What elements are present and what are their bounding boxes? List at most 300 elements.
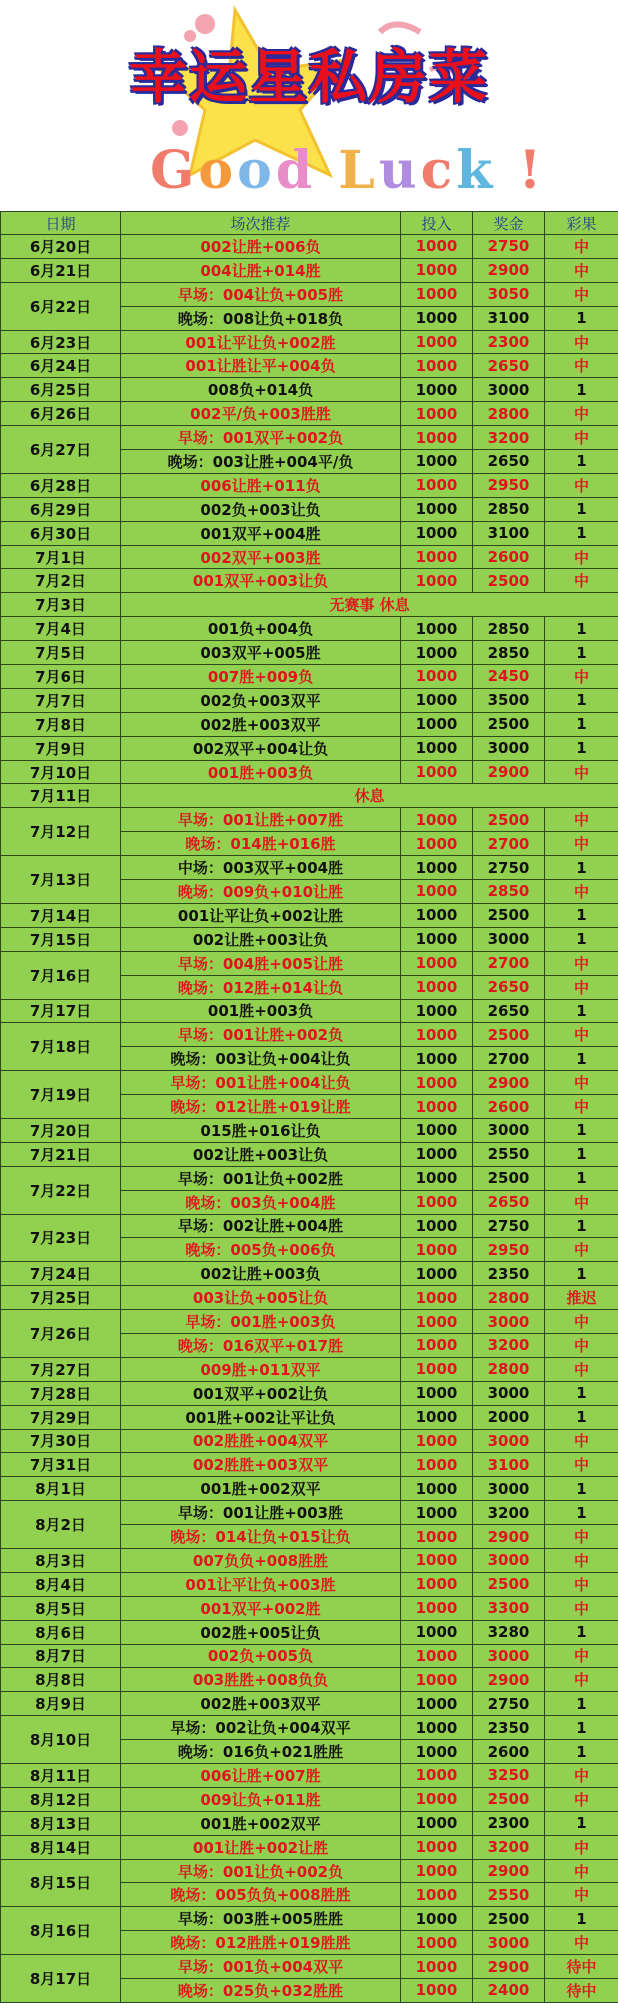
table-row <box>1 665 618 689</box>
row-prize: 2700 <box>473 832 545 856</box>
row-result: 中 <box>545 1859 618 1883</box>
table-row <box>1 856 618 880</box>
row-prize: 3000 <box>473 1477 545 1501</box>
table-row <box>1 1716 618 1740</box>
row-result: 中 <box>545 1548 618 1572</box>
row-stake: 1000 <box>401 1429 473 1453</box>
row-result: 1 <box>545 1381 618 1405</box>
row-stake: 1000 <box>401 808 473 832</box>
row-match: 晚场：005负负+008胜胜 <box>121 1883 401 1907</box>
row-date: 8月10日 <box>1 1716 121 1764</box>
row-match: 晚场：014胜+016胜 <box>121 832 401 856</box>
table-row <box>1 569 618 593</box>
row-match: 008负+014负 <box>121 378 401 402</box>
table-row <box>1 1692 618 1716</box>
row-result: 中 <box>545 545 618 569</box>
row-match: 002双平+003胜 <box>121 545 401 569</box>
row-match: 001双平+002胜 <box>121 1596 401 1620</box>
row-result: 1 <box>545 1620 618 1644</box>
header-result: 彩果 <box>545 212 618 235</box>
row-prize: 2850 <box>473 880 545 904</box>
row-prize: 2550 <box>473 1142 545 1166</box>
row-stake: 1000 <box>401 282 473 306</box>
row-date: 7月8日 <box>1 712 121 736</box>
row-stake: 1000 <box>401 641 473 665</box>
row-match: 003胜胜+008负负 <box>121 1668 401 1692</box>
row-prize: 2500 <box>473 1572 545 1596</box>
row-prize: 2300 <box>473 330 545 354</box>
row-date: 7月12日 <box>1 808 121 856</box>
row-result: 中 <box>545 1787 618 1811</box>
row-stake: 1000 <box>401 903 473 927</box>
table-row <box>1 760 618 784</box>
row-date: 8月5日 <box>1 1596 121 1620</box>
row-result: 1 <box>545 1142 618 1166</box>
row-stake: 1000 <box>401 1883 473 1907</box>
row-result: 推迟 <box>545 1286 618 1310</box>
row-match: 001让平让负+002胜 <box>121 330 401 354</box>
row-stake: 1000 <box>401 1787 473 1811</box>
row-result: 1 <box>545 1262 618 1286</box>
row-match: 002双平+004让负 <box>121 736 401 760</box>
table-row <box>1 1381 618 1405</box>
row-stake: 1000 <box>401 473 473 497</box>
row-date: 8月15日 <box>1 1859 121 1907</box>
row-date: 7月10日 <box>1 760 121 784</box>
row-date: 8月11日 <box>1 1764 121 1788</box>
row-match: 001胜+002让平让负 <box>121 1405 401 1429</box>
row-date: 8月3日 <box>1 1548 121 1572</box>
tagline-letter: c <box>420 140 457 201</box>
table-row <box>1 545 618 569</box>
row-date: 7月30日 <box>1 1429 121 1453</box>
row-prize: 3250 <box>473 1764 545 1788</box>
row-date: 7月25日 <box>1 1286 121 1310</box>
row-result: 中 <box>545 1596 618 1620</box>
row-result: 1 <box>545 1118 618 1142</box>
row-result: 中 <box>545 880 618 904</box>
row-stake: 1000 <box>401 1142 473 1166</box>
row-match: 晚场：003让负+004让负 <box>121 1047 401 1071</box>
row-match: 007胜+009负 <box>121 665 401 689</box>
row-prize: 2800 <box>473 1286 545 1310</box>
row-date: 7月31日 <box>1 1453 121 1477</box>
row-match: 002让胜+003让负 <box>121 1142 401 1166</box>
row-prize: 3000 <box>473 927 545 951</box>
table-row <box>1 402 618 426</box>
row-match: 007负负+008胜胜 <box>121 1548 401 1572</box>
row-match: 001负+004负 <box>121 617 401 641</box>
row-match: 002负+003让负 <box>121 497 401 521</box>
row-date: 6月25日 <box>1 378 121 402</box>
row-stake: 1000 <box>401 354 473 378</box>
row-prize: 3000 <box>473 1548 545 1572</box>
row-prize: 2500 <box>473 1166 545 1190</box>
row-stake: 1000 <box>401 927 473 951</box>
table-row <box>1 1572 618 1596</box>
row-prize: 2900 <box>473 1525 545 1549</box>
row-result: 1 <box>545 450 618 474</box>
row-prize: 2750 <box>473 235 545 259</box>
row-result: 1 <box>545 1692 618 1716</box>
row-result: 中 <box>545 1238 618 1262</box>
row-prize: 2900 <box>473 258 545 282</box>
row-result: 1 <box>545 521 618 545</box>
row-match: 早场：001让负+002负 <box>121 1859 401 1883</box>
row-stake: 1000 <box>401 1286 473 1310</box>
table-row <box>1 1453 618 1477</box>
table-row <box>1 951 618 975</box>
row-prize: 2500 <box>473 1907 545 1931</box>
row-stake: 1000 <box>401 497 473 521</box>
row-prize: 2900 <box>473 1071 545 1095</box>
row-match: 早场：001负+004双平 <box>121 1955 401 1979</box>
row-stake: 1000 <box>401 1071 473 1095</box>
row-stake: 1000 <box>401 1501 473 1525</box>
row-result: 1 <box>545 617 618 641</box>
row-stake: 1000 <box>401 1333 473 1357</box>
row-prize: 3000 <box>473 1310 545 1334</box>
row-prize: 2900 <box>473 1955 545 1979</box>
row-prize: 2300 <box>473 1811 545 1835</box>
row-stake: 1000 <box>401 330 473 354</box>
row-stake: 1000 <box>401 426 473 450</box>
row-match: 中场：003双平+004胜 <box>121 856 401 880</box>
row-prize: 3100 <box>473 306 545 330</box>
row-stake: 1000 <box>401 1238 473 1262</box>
row-prize: 3100 <box>473 1453 545 1477</box>
table-row <box>1 1620 618 1644</box>
row-stake: 1000 <box>401 832 473 856</box>
row-result: 中 <box>545 235 618 259</box>
row-note: 休息 <box>121 784 618 808</box>
row-stake: 1000 <box>401 235 473 259</box>
tagline-letter: o <box>198 140 238 201</box>
row-result: 1 <box>545 1501 618 1525</box>
table-row <box>1 235 618 259</box>
row-stake: 1000 <box>401 1692 473 1716</box>
row-date: 7月6日 <box>1 665 121 689</box>
row-date: 8月1日 <box>1 1477 121 1501</box>
row-date: 7月20日 <box>1 1118 121 1142</box>
tagline-letter: d <box>275 140 317 201</box>
row-prize: 3000 <box>473 736 545 760</box>
table-row <box>1 1764 618 1788</box>
table-row <box>1 1357 618 1381</box>
row-match: 002负+003双平 <box>121 688 401 712</box>
row-match: 早场：001让胜+003胜 <box>121 1501 401 1525</box>
row-result: 中 <box>545 1572 618 1596</box>
table-row <box>1 426 618 450</box>
row-stake: 1000 <box>401 1262 473 1286</box>
row-match: 003让负+005让负 <box>121 1286 401 1310</box>
row-result: 中 <box>545 760 618 784</box>
row-date: 6月30日 <box>1 521 121 545</box>
table-row <box>1 1477 618 1501</box>
tagline-letter: u <box>378 140 421 201</box>
row-date: 8月7日 <box>1 1644 121 1668</box>
row-result: 中 <box>545 1668 618 1692</box>
row-match: 001让胜让平+004负 <box>121 354 401 378</box>
row-stake: 1000 <box>401 1596 473 1620</box>
row-result: 中 <box>545 1883 618 1907</box>
row-result: 中 <box>545 1453 618 1477</box>
table-row <box>1 784 618 808</box>
row-stake: 1000 <box>401 1477 473 1501</box>
row-match: 015胜+016让负 <box>121 1118 401 1142</box>
row-date: 6月29日 <box>1 497 121 521</box>
row-prize: 2500 <box>473 903 545 927</box>
row-stake: 1000 <box>401 1453 473 1477</box>
table-row <box>1 378 618 402</box>
row-date: 7月22日 <box>1 1166 121 1214</box>
row-match: 002胜胜+004双平 <box>121 1429 401 1453</box>
row-date: 6月28日 <box>1 473 121 497</box>
row-match: 001让平让负+003胜 <box>121 1572 401 1596</box>
row-prize: 3280 <box>473 1620 545 1644</box>
row-prize: 2650 <box>473 354 545 378</box>
table-row <box>1 1835 618 1859</box>
banner-title: 幸运星私房菜 <box>128 43 489 111</box>
row-stake: 1000 <box>401 378 473 402</box>
row-match: 001双平+004胜 <box>121 521 401 545</box>
table-row <box>1 1811 618 1835</box>
row-match: 001胜+002双平 <box>121 1477 401 1501</box>
row-date: 6月21日 <box>1 258 121 282</box>
row-match: 晚场：005负+006负 <box>121 1238 401 1262</box>
row-date: 7月18日 <box>1 1023 121 1071</box>
tagline-letter <box>316 140 338 201</box>
row-match: 002让胜+003让负 <box>121 927 401 951</box>
row-stake: 1000 <box>401 1023 473 1047</box>
row-prize: 2650 <box>473 975 545 999</box>
row-prize: 2900 <box>473 1859 545 1883</box>
row-prize: 2750 <box>473 1692 545 1716</box>
row-match: 002胜+003双平 <box>121 1692 401 1716</box>
row-match: 晚场：012胜胜+019胜胜 <box>121 1931 401 1955</box>
row-date: 7月1日 <box>1 545 121 569</box>
row-date: 7月5日 <box>1 641 121 665</box>
row-result: 待中 <box>545 1955 618 1979</box>
row-date: 6月22日 <box>1 282 121 330</box>
row-stake: 1000 <box>401 1644 473 1668</box>
row-match: 晚场：012让胜+019让胜 <box>121 1095 401 1119</box>
row-prize: 2500 <box>473 1787 545 1811</box>
row-result: 中 <box>545 258 618 282</box>
row-result: 1 <box>545 1740 618 1764</box>
row-match: 002让胜+003负 <box>121 1262 401 1286</box>
table-row <box>1 1596 618 1620</box>
row-stake: 1000 <box>401 760 473 784</box>
row-match: 早场：004胜+005让胜 <box>121 951 401 975</box>
row-match: 001胜+002双平 <box>121 1811 401 1835</box>
row-prize: 2500 <box>473 808 545 832</box>
row-stake: 1000 <box>401 545 473 569</box>
row-stake: 1000 <box>401 450 473 474</box>
table-row <box>1 736 618 760</box>
row-match: 009让负+011胜 <box>121 1787 401 1811</box>
table-row <box>1 688 618 712</box>
row-result: 中 <box>545 832 618 856</box>
row-prize: 3000 <box>473 1118 545 1142</box>
row-date: 7月21日 <box>1 1142 121 1166</box>
table-row <box>1 1548 618 1572</box>
row-result: 中 <box>545 1357 618 1381</box>
row-stake: 1000 <box>401 1405 473 1429</box>
table-row <box>1 1429 618 1453</box>
row-result: 1 <box>545 641 618 665</box>
row-prize: 3000 <box>473 1381 545 1405</box>
row-result: 1 <box>545 1811 618 1835</box>
row-stake: 1000 <box>401 258 473 282</box>
row-result: 中 <box>545 473 618 497</box>
row-result: 待中 <box>545 1979 618 2003</box>
row-result: 1 <box>545 1907 618 1931</box>
row-match: 009胜+011双平 <box>121 1357 401 1381</box>
row-date: 8月12日 <box>1 1787 121 1811</box>
row-result: 中 <box>545 1644 618 1668</box>
row-stake: 1000 <box>401 1835 473 1859</box>
row-result: 中 <box>545 330 618 354</box>
row-date: 6月24日 <box>1 354 121 378</box>
row-match: 晚场：014让负+015让负 <box>121 1525 401 1549</box>
row-date: 6月20日 <box>1 235 121 259</box>
row-date: 8月2日 <box>1 1501 121 1549</box>
tagline-letter: ! <box>518 140 546 201</box>
row-date: 7月23日 <box>1 1214 121 1262</box>
row-stake: 1000 <box>401 402 473 426</box>
row-date: 7月11日 <box>1 784 121 808</box>
table-row <box>1 1405 618 1429</box>
row-date: 7月24日 <box>1 1262 121 1286</box>
row-match: 晚场：012胜+014让负 <box>121 975 401 999</box>
row-stake: 1000 <box>401 1190 473 1214</box>
row-match: 早场：001双平+002负 <box>121 426 401 450</box>
row-prize: 2750 <box>473 856 545 880</box>
row-stake: 1000 <box>401 1979 473 2003</box>
row-match: 晚场：003让胜+004平/负 <box>121 450 401 474</box>
row-result: 中 <box>545 1333 618 1357</box>
row-stake: 1000 <box>401 1381 473 1405</box>
table-row <box>1 1214 618 1238</box>
row-result: 中 <box>545 402 618 426</box>
row-date: 7月2日 <box>1 569 121 593</box>
table-row <box>1 258 618 282</box>
row-match: 006让胜+011负 <box>121 473 401 497</box>
row-result: 1 <box>545 1405 618 1429</box>
row-result: 中 <box>545 1835 618 1859</box>
row-date: 8月9日 <box>1 1692 121 1716</box>
row-result: 1 <box>545 1716 618 1740</box>
row-result: 1 <box>545 497 618 521</box>
row-stake: 1000 <box>401 1716 473 1740</box>
row-match: 早场：001让胜+002负 <box>121 1023 401 1047</box>
row-match: 早场：001让负+002胜 <box>121 1166 401 1190</box>
row-prize: 2600 <box>473 545 545 569</box>
row-prize: 2550 <box>473 1883 545 1907</box>
row-prize: 3000 <box>473 1429 545 1453</box>
row-result: 中 <box>545 1429 618 1453</box>
row-prize: 2900 <box>473 1668 545 1692</box>
row-prize: 2750 <box>473 1214 545 1238</box>
row-result: 1 <box>545 378 618 402</box>
row-date: 7月26日 <box>1 1310 121 1358</box>
table-row <box>1 1501 618 1525</box>
row-prize: 2600 <box>473 1095 545 1119</box>
row-date: 7月13日 <box>1 856 121 904</box>
table-row <box>1 330 618 354</box>
row-stake: 1000 <box>401 1955 473 1979</box>
row-result: 中 <box>545 1095 618 1119</box>
row-date: 6月23日 <box>1 330 121 354</box>
row-prize: 2450 <box>473 665 545 689</box>
row-stake: 1000 <box>401 1310 473 1334</box>
row-match: 晚场：009负+010让胜 <box>121 880 401 904</box>
row-match: 002胜胜+003双平 <box>121 1453 401 1477</box>
row-stake: 1000 <box>401 569 473 593</box>
row-stake: 1000 <box>401 1668 473 1692</box>
table-row <box>1 1262 618 1286</box>
table-row <box>1 473 618 497</box>
table-row <box>1 354 618 378</box>
table-row <box>1 1859 618 1883</box>
table-row <box>1 1955 618 1979</box>
row-stake: 1000 <box>401 736 473 760</box>
row-stake: 1000 <box>401 1357 473 1381</box>
row-stake: 1000 <box>401 712 473 736</box>
table-row <box>1 808 618 832</box>
row-prize: 3000 <box>473 1644 545 1668</box>
row-date: 7月15日 <box>1 927 121 951</box>
row-date: 8月4日 <box>1 1572 121 1596</box>
row-note: 无赛事 休息 <box>121 593 618 617</box>
row-prize: 3200 <box>473 1333 545 1357</box>
row-stake: 1000 <box>401 856 473 880</box>
row-prize: 2650 <box>473 1190 545 1214</box>
row-stake: 1000 <box>401 617 473 641</box>
table-row <box>1 1166 618 1190</box>
row-stake: 1000 <box>401 1118 473 1142</box>
row-match: 001胜+003负 <box>121 999 401 1023</box>
row-stake: 1000 <box>401 1214 473 1238</box>
recommendation-table <box>0 211 618 2003</box>
row-result: 中 <box>545 1071 618 1095</box>
row-match: 早场：002让胜+004胜 <box>121 1214 401 1238</box>
row-match: 001让胜+002让胜 <box>121 1835 401 1859</box>
row-date: 8月16日 <box>1 1907 121 1955</box>
row-result: 1 <box>545 1477 618 1501</box>
row-result: 中 <box>545 665 618 689</box>
tagline-letter: k <box>456 140 497 201</box>
table-row <box>1 1142 618 1166</box>
row-result: 中 <box>545 1525 618 1549</box>
header-match: 场次推荐 <box>121 212 401 235</box>
row-result: 1 <box>545 306 618 330</box>
row-prize: 2400 <box>473 1979 545 2003</box>
table-body <box>1 235 618 2003</box>
table-row <box>1 1787 618 1811</box>
table-row <box>1 1668 618 1692</box>
table-row <box>1 1023 618 1047</box>
row-match: 早场：001让胜+007胜 <box>121 808 401 832</box>
row-prize: 3050 <box>473 282 545 306</box>
row-match: 早场：001让胜+004让负 <box>121 1071 401 1095</box>
tagline-letter: o <box>237 140 276 201</box>
tagline-letter: L <box>338 140 379 201</box>
row-result: 中 <box>545 282 618 306</box>
table-row <box>1 641 618 665</box>
row-date: 6月26日 <box>1 402 121 426</box>
